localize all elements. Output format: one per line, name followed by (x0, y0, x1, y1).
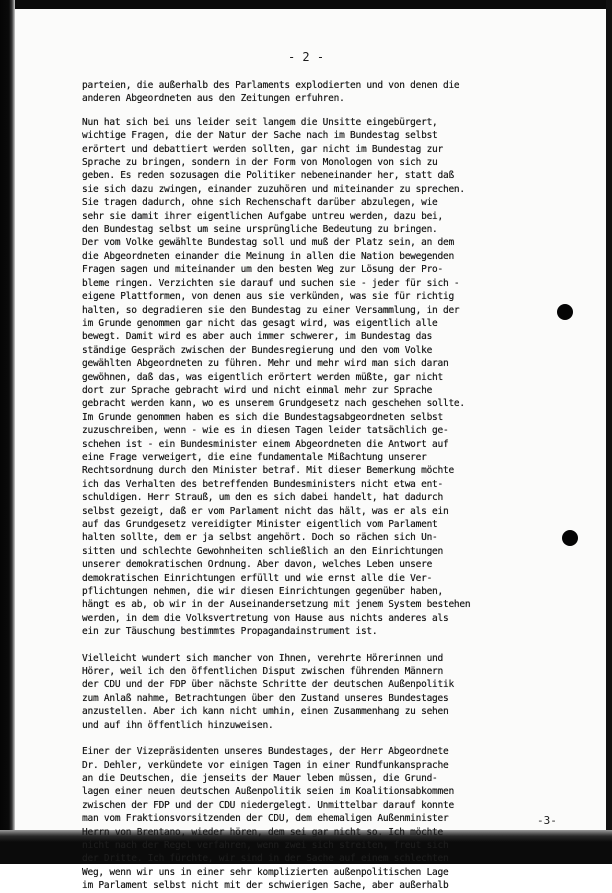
text-line: gebracht werden kann, wo es unserem Grundgesetz nach geschehen sollte. (82, 398, 465, 410)
text-line: an die Deutschen, die jenseits der Mauer leben müssen, die Grund- (82, 772, 438, 784)
text-line: pflichtungen nehmen, die wir diesen Einrichtungen gegenüber haben, (82, 586, 443, 598)
text-line: Einer der Vizepräsidenten unseres Bundestages, der Herr Abgeordnete (82, 746, 449, 758)
text-line: im Parlament selbst nicht mit der schwierigen Sache, aber außerhalb (82, 880, 449, 892)
scan-border-right (606, 0, 612, 864)
text-line: Dr. Dehler, verkündete vor einigen Tagen in einer Rundfunkansprache (82, 759, 449, 771)
text-line: gewöhnen, daß das, was eigentlich erörtert werden müßte, gar nicht (82, 371, 443, 383)
text-line: halten, so degradieren sie den Bundestag zu einer Versammlung, in der (82, 304, 460, 316)
text-line: Fragen sagen und miteinander um den besten Weg zur Lösung der Pro- (82, 264, 443, 276)
text-line: dort zur Sprache gebracht wird und nicht einmal mehr zur Sprache (82, 384, 433, 396)
text-line: gewählten Abgeordneten zu führen. Mehr und mehr wird man sich daran (82, 358, 449, 370)
text-line: demokratischen Einrichtungen erfüllt und wie ernst alle die Ver- (82, 572, 433, 584)
text-line: auf das Grundgesetz vereidigter Minister eigentlich vom Parlament (82, 519, 438, 530)
punch-hole-lower (562, 530, 578, 546)
text-line: bewegt. Damit wird es aber auch immer schwerer, im Bundestag das (82, 331, 433, 343)
paragraph (82, 116, 587, 639)
paragraph-gap (82, 639, 587, 652)
text-line: im Grunde genommen gar nicht das gesagt wird, was eigentlich alle (82, 317, 438, 329)
text-line: Herrn von Brentano, wieder hören, dem sei gar nicht so. Ich möchte (82, 826, 443, 838)
punch-hole-upper (557, 304, 573, 320)
text-line: eine Frage verweigert, die eine fundamentale Mißachtung unserer (82, 451, 427, 463)
text-line: Hörer, weil ich den öffentlichen Disput zwischen führenden Männern (82, 666, 443, 678)
paragraph-gap (82, 106, 587, 116)
text-line: die Abgeordneten einander die Meinung in allen die Nation bewegenden (82, 250, 454, 262)
paragraph (82, 652, 587, 732)
text-line: Nun hat sich bei uns leider seit langem die Unsitte eingebürgert, (82, 116, 438, 128)
text-line: ständige Gespräch zwischen der Bundesregierung und den vom Volke (82, 344, 433, 356)
text-line: sehr sie damit ihrer eigentlichen Aufgabe untreu werden, dazu bei, (82, 210, 443, 222)
text-line: erörtert und debattiert werden sollten, gar nicht im Bundestag zur (82, 143, 443, 155)
next-page-marker: -3- (537, 814, 557, 827)
page-number: - 2 - (287, 50, 325, 64)
text-line: ich das Verhalten des betreffenden Bundesministers nicht etwa ent- (82, 478, 443, 490)
text-line: parteien, die außerhalb des Parlaments explodierten und von denen die (82, 80, 460, 91)
text-line: man vom Fraktionsvorsitzenden der CDU, dem ehemaligen Außenminister (82, 813, 449, 825)
document-body (82, 79, 587, 893)
text-line: schehen ist - ein Bundesminister einem Abgeordneten die Antwort auf (82, 438, 449, 450)
text-line: der Dritte. Ich fürchte, wir sind in der Sache auf einem schlechten (82, 853, 449, 865)
text-line: sie sich dazu zwingen, einander zuzuhören und miteinander zu sprechen. (82, 183, 465, 195)
text-line: zwischen der FDP und der CDU niedergelegt. Unmittelbar darauf konnte (82, 799, 454, 811)
text-line: schuldigen. Herr Strauß, um den es sich dabei handelt, hat dadurch (82, 492, 443, 504)
text-line: nicht nach der Regel verfahren, wenn zwei sich streiten, freut sich (82, 839, 449, 851)
text-line: und auf ihn öffentlich hinzuweisen. (82, 719, 274, 731)
text-line: halten sollte, dem er ja selbst angehört. Doch so rächen sich Un- (82, 532, 438, 544)
text-line: ein zur Täuschung bestimmtes Propagandainstrument ist. (82, 626, 378, 638)
text-line: geben. Es reden sozusagen die Politiker nebeneinander her, statt daß (82, 170, 454, 182)
text-line: bleme ringen. Verzichten sie darauf und suchen sie - jeder für sich - (82, 277, 460, 289)
text-line: lagen einer neuen deutschen Außenpolitik seien im Koalitionsabkommen (82, 786, 454, 798)
text-line: Sie tragen dadurch, ohne sich Rechenschaft darüber abzulegen, wie (82, 197, 438, 209)
text-line: der CDU und der FDP über nächste Schritte der deutschen Außenpolitik (82, 679, 454, 691)
scan-border-top (0, 0, 612, 9)
text-line: eigene Plattformen, von denen aus sie verkünden, was sie für richtig (82, 291, 454, 303)
text-line: anzustellen. Aber ich kann nicht umhin, einen Zusammenhang zu sehen (82, 706, 449, 718)
text-line: Der vom Volke gewählte Bundestag soll und muß der Platz sein, an dem (82, 237, 454, 249)
paragraph (82, 79, 587, 106)
text-line: unserer demokratischen Ordnung. Aber davon, welches Leben unsere (82, 559, 433, 571)
text-line: werden, in dem die Volksvertretung von Hause aus nichts anderes als (82, 612, 449, 624)
text-line: sitten und schlechte Gewohnheiten schließlich an den Einrichtungen (82, 545, 443, 557)
text-line: Weg, wenn wir uns in einer sehr komplizierten außenpolitischen Lage (82, 866, 449, 878)
text-line: Sprache zu bringen, sondern in der Form von Monologen von sich zu (82, 157, 438, 169)
text-line: Vielleicht wundert sich mancher von Ihnen, verehrte Hörerinnen und (82, 652, 443, 664)
scan-border-left (0, 0, 15, 864)
text-line: zum Anlaß nahme, Betrachtungen über den Zustand unseres Bundestages (82, 692, 449, 704)
text-line: zuzuschreiben, wenn - wie es in diesen Tagen leider tatsächlich ge- (82, 425, 449, 437)
text-line: den Bundestag selbst um seine ursprüngliche Bedeutung zu bringen. (82, 224, 438, 236)
paragraph (82, 745, 587, 892)
text-line: anderen Abgeordneten aus den Zeitungen erfuhren. (82, 93, 345, 105)
text-line: wichtige Fragen, die der Natur der Sache nach im Bundestag selbst (82, 130, 438, 142)
text-line: Rechtsordnung durch den Minister betraf. Mit dieser Bemerkung möchte (82, 465, 454, 477)
paragraph-gap (82, 732, 587, 745)
text-line: Im Grunde genommen haben es sich die Bundestagsabgeordneten selbst (82, 411, 443, 423)
text-line: hängt es ab, ob wir in der Auseinandersetzung mit jenem System bestehen (82, 599, 471, 611)
text-line: selbst gezeigt, daß er vom Parlament nicht das hält, was er als ein (82, 505, 449, 517)
